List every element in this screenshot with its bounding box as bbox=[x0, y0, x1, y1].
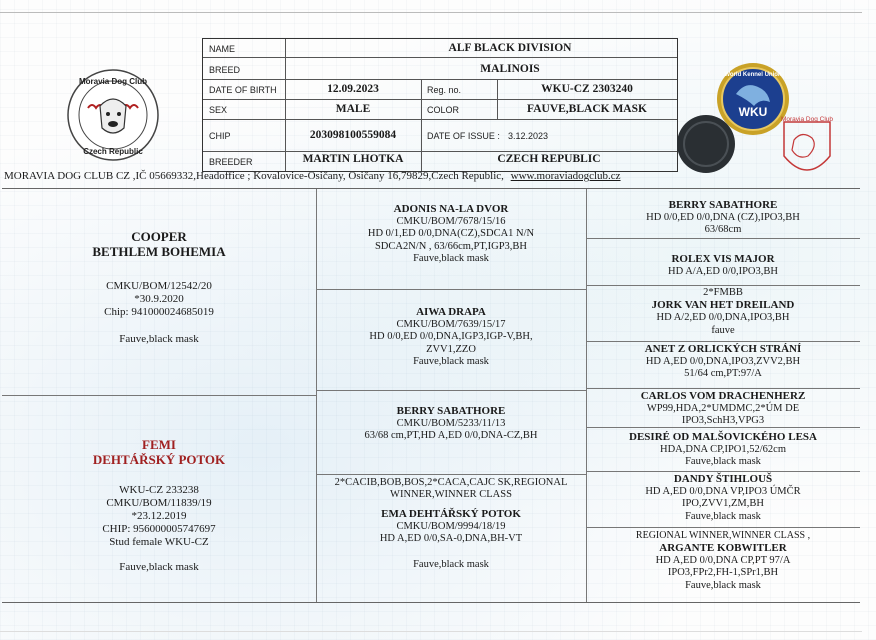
great-grandparent-4 bbox=[586, 343, 860, 381]
breed-value: MALINOIS bbox=[480, 63, 540, 75]
sire-reg: CMKU/BOM/12542/20 bbox=[106, 279, 212, 292]
breeder-value: MARTIN LHOTKA bbox=[302, 153, 404, 165]
gp-line: HD A,ED 0/0,SA-0,DNA,BH-VT bbox=[379, 533, 523, 545]
color-label: COLOR bbox=[427, 105, 460, 115]
grandparent-2 bbox=[316, 306, 586, 368]
issue-value: 3.12.2023 bbox=[508, 131, 549, 141]
sire-dob: *30.9.2020 bbox=[134, 292, 184, 305]
breeder-label: BREEDER bbox=[209, 157, 253, 167]
gp-name: EMA DEHTÁŘSKÝ POTOK bbox=[381, 507, 521, 520]
club-website[interactable]: www.moraviadogclub.cz bbox=[510, 170, 621, 182]
reg-value: WKU-CZ 2303240 bbox=[541, 83, 633, 95]
dam-stud: Stud female WKU-CZ bbox=[109, 535, 209, 548]
ggp-name: ROLEX VIS MAJOR bbox=[671, 253, 775, 265]
gp-name: AIWA DRAPA bbox=[416, 306, 486, 318]
ggp-title-line: 2*FMBB bbox=[703, 287, 743, 298]
ggp-line: 63/68cm bbox=[704, 224, 742, 236]
gp-line: CMKU/BOM/7639/15/17 bbox=[396, 318, 506, 330]
sire-chip: Chip: 941000024685019 bbox=[104, 305, 214, 318]
logo-top-text: Moravia Dog Club bbox=[78, 77, 148, 86]
club-address: MORAVIA DOG CLUB CZ ,IČ 05669332,Headoffice ; Kovalovice-Osičany, Osičany 16,79829,Czech Republic, bbox=[4, 170, 504, 182]
ggp-line: HD A,ED 0/0,DNA VP,IPO3 ÚMČR bbox=[645, 485, 801, 497]
reg-label: Reg. no. bbox=[427, 85, 462, 95]
name-label: NAME bbox=[209, 44, 236, 54]
dam-reg-2: CMKU/BOM/11839/19 bbox=[106, 496, 212, 509]
red-stamp-text: Moravia Dog Club bbox=[780, 116, 834, 123]
dam-block bbox=[2, 437, 316, 573]
ggp-line: Fauve,black mask bbox=[685, 456, 761, 468]
gp-title-line: 2*CACIB,BOB,BOS,2*CACA,CAJC SK,REGIONAL bbox=[334, 477, 568, 488]
ggp-line: Fauve,black mask bbox=[685, 510, 761, 522]
ggp-line: fauve bbox=[711, 324, 735, 336]
ggp-title-line: REGIONAL WINNER,WINNER CLASS , bbox=[635, 530, 811, 541]
gp-line: Fauve,black mask bbox=[413, 559, 489, 571]
ggp-line: IPO3,SchH3,VPG3 bbox=[681, 415, 765, 427]
wku-ring-text: World Kennel Union bbox=[724, 72, 782, 78]
gp-line: HD 0/0,ED 0/0,DNA,IGP3,IGP-V,BH, bbox=[369, 331, 533, 343]
ggp-name: ARGANTE KOBWITLER bbox=[659, 541, 787, 554]
ggp-line: HD A,ED 0/0,DNA,IPO3,ZVV2,BH bbox=[645, 355, 801, 367]
gp-line: CMKU/BOM/7678/15/16 bbox=[396, 215, 506, 227]
great-grandparent-1 bbox=[586, 199, 860, 237]
header-table bbox=[202, 38, 678, 172]
sire-name-1: COOPER bbox=[131, 229, 187, 244]
logo-bottom-text: Czech Republic bbox=[83, 147, 143, 156]
sire-color: Fauve,black mask bbox=[119, 332, 199, 345]
dam-reg-1: WKU-CZ 233238 bbox=[119, 483, 199, 496]
dam-color: Fauve,black mask bbox=[119, 560, 199, 573]
ggp-line: Fauve,black mask bbox=[685, 579, 761, 591]
gp-line: CMKU/BOM/5233/11/13 bbox=[396, 417, 506, 429]
ggp-line: IPO3,FPr2,FH-1,SPr1,BH bbox=[667, 567, 779, 579]
ggp-name: DANDY ŠTIHLOUŠ bbox=[673, 473, 773, 485]
color-value: FAUVE,BLACK MASK bbox=[527, 103, 647, 115]
dob-label: DATE OF BIRTH bbox=[209, 85, 277, 95]
great-grandparent-7 bbox=[586, 473, 860, 523]
ggp-line: HD A/2,ED 0/0,DNA,IPO3,BH bbox=[656, 312, 790, 324]
grandparent-1 bbox=[316, 203, 586, 265]
sex-label: SEX bbox=[209, 105, 228, 115]
dam-chip: CHIP: 956000005747697 bbox=[102, 522, 216, 535]
ggp-name: BERRY SABATHORE bbox=[668, 199, 778, 211]
gp-title-line: WINNER,WINNER CLASS bbox=[390, 489, 512, 501]
dob-value: 12.09.2023 bbox=[327, 83, 379, 95]
grandparent-3 bbox=[316, 405, 586, 443]
ggp-line: 51/64 cm,PT:97/A bbox=[684, 368, 762, 380]
dark-round-stamp bbox=[676, 114, 736, 174]
chip-label: CHIP bbox=[209, 131, 231, 141]
ggp-line: WP99,HDA,2*UMDMC,2*ÚM DE bbox=[646, 402, 800, 414]
issue-label: DATE OF ISSUE : bbox=[427, 131, 500, 141]
ggp-name: DESIRÉ OD MALŠOVICKÉHO LESA bbox=[629, 431, 817, 443]
ggp-line: HDA,DNA CP,IPO1,52/62cm bbox=[659, 443, 786, 455]
ggp-line: HD A/A,ED 0/0,IPO3,BH bbox=[668, 265, 778, 277]
gp-line: Fauve,black mask bbox=[413, 253, 489, 265]
pedigree-grid bbox=[2, 188, 860, 603]
gp-line: SDCA2N/N , 63/66cm,PT,IGP3,BH bbox=[374, 240, 528, 252]
sire-name-2: BETHLEM BOHEMIA bbox=[92, 244, 226, 260]
ggp-line: IPO,ZVV1,ZM,BH bbox=[682, 498, 764, 510]
gp-line: Fauve,black mask bbox=[413, 356, 489, 368]
moravia-dog-club-logo bbox=[66, 68, 160, 162]
gp-name: BERRY SABATHORE bbox=[396, 405, 506, 417]
wku-center-text: WKU bbox=[738, 105, 768, 119]
grandparent-4 bbox=[316, 477, 586, 572]
chip-value: 203098100559084 bbox=[309, 129, 397, 141]
dam-name-1: FEMI bbox=[142, 437, 176, 452]
club-address-line bbox=[4, 170, 864, 182]
great-grandparent-2 bbox=[586, 253, 860, 278]
dog-name: ALF BLACK DIVISION bbox=[448, 42, 572, 54]
ggp-name: CARLOS VOM DRACHENHERZ bbox=[640, 390, 806, 402]
gp-line: ZVV1,ZZO bbox=[426, 343, 476, 355]
ggp-line: HD A,ED 0/0,DNA CP,PT 97/A bbox=[655, 554, 791, 566]
dam-dob: *23.12.2019 bbox=[131, 509, 187, 522]
sire-block bbox=[2, 229, 316, 346]
gp-line: HD 0/1,ED 0/0,DNA(CZ),SDCA1 N/N bbox=[367, 228, 535, 240]
sex-value: MALE bbox=[335, 103, 371, 115]
ggp-line: HD 0/0,ED 0/0,DNA (CZ),IPO3,BH bbox=[646, 211, 800, 223]
gp-line: 63/68 cm,PT,HD A,ED 0/0,DNA-CZ,BH bbox=[364, 430, 538, 442]
dam-name-2: DEHTÁŘSKÝ POTOK bbox=[92, 452, 226, 468]
great-grandparent-6 bbox=[586, 431, 860, 469]
gp-line: CMKU/BOM/9994/18/19 bbox=[396, 520, 506, 532]
gp-name: ADONIS NA-LA DVOR bbox=[393, 203, 509, 215]
ggp-name: JORK VAN HET DREILAND bbox=[651, 299, 795, 312]
ggp-name: ANET Z ORLICKÝCH STRÁNÍ bbox=[644, 343, 802, 355]
great-grandparent-8 bbox=[586, 530, 860, 592]
great-grandparent-3 bbox=[586, 287, 860, 337]
breeder-country: CZECH REPUBLIC bbox=[497, 153, 601, 165]
great-grandparent-5 bbox=[586, 390, 860, 428]
breed-label: BREED bbox=[209, 65, 241, 75]
